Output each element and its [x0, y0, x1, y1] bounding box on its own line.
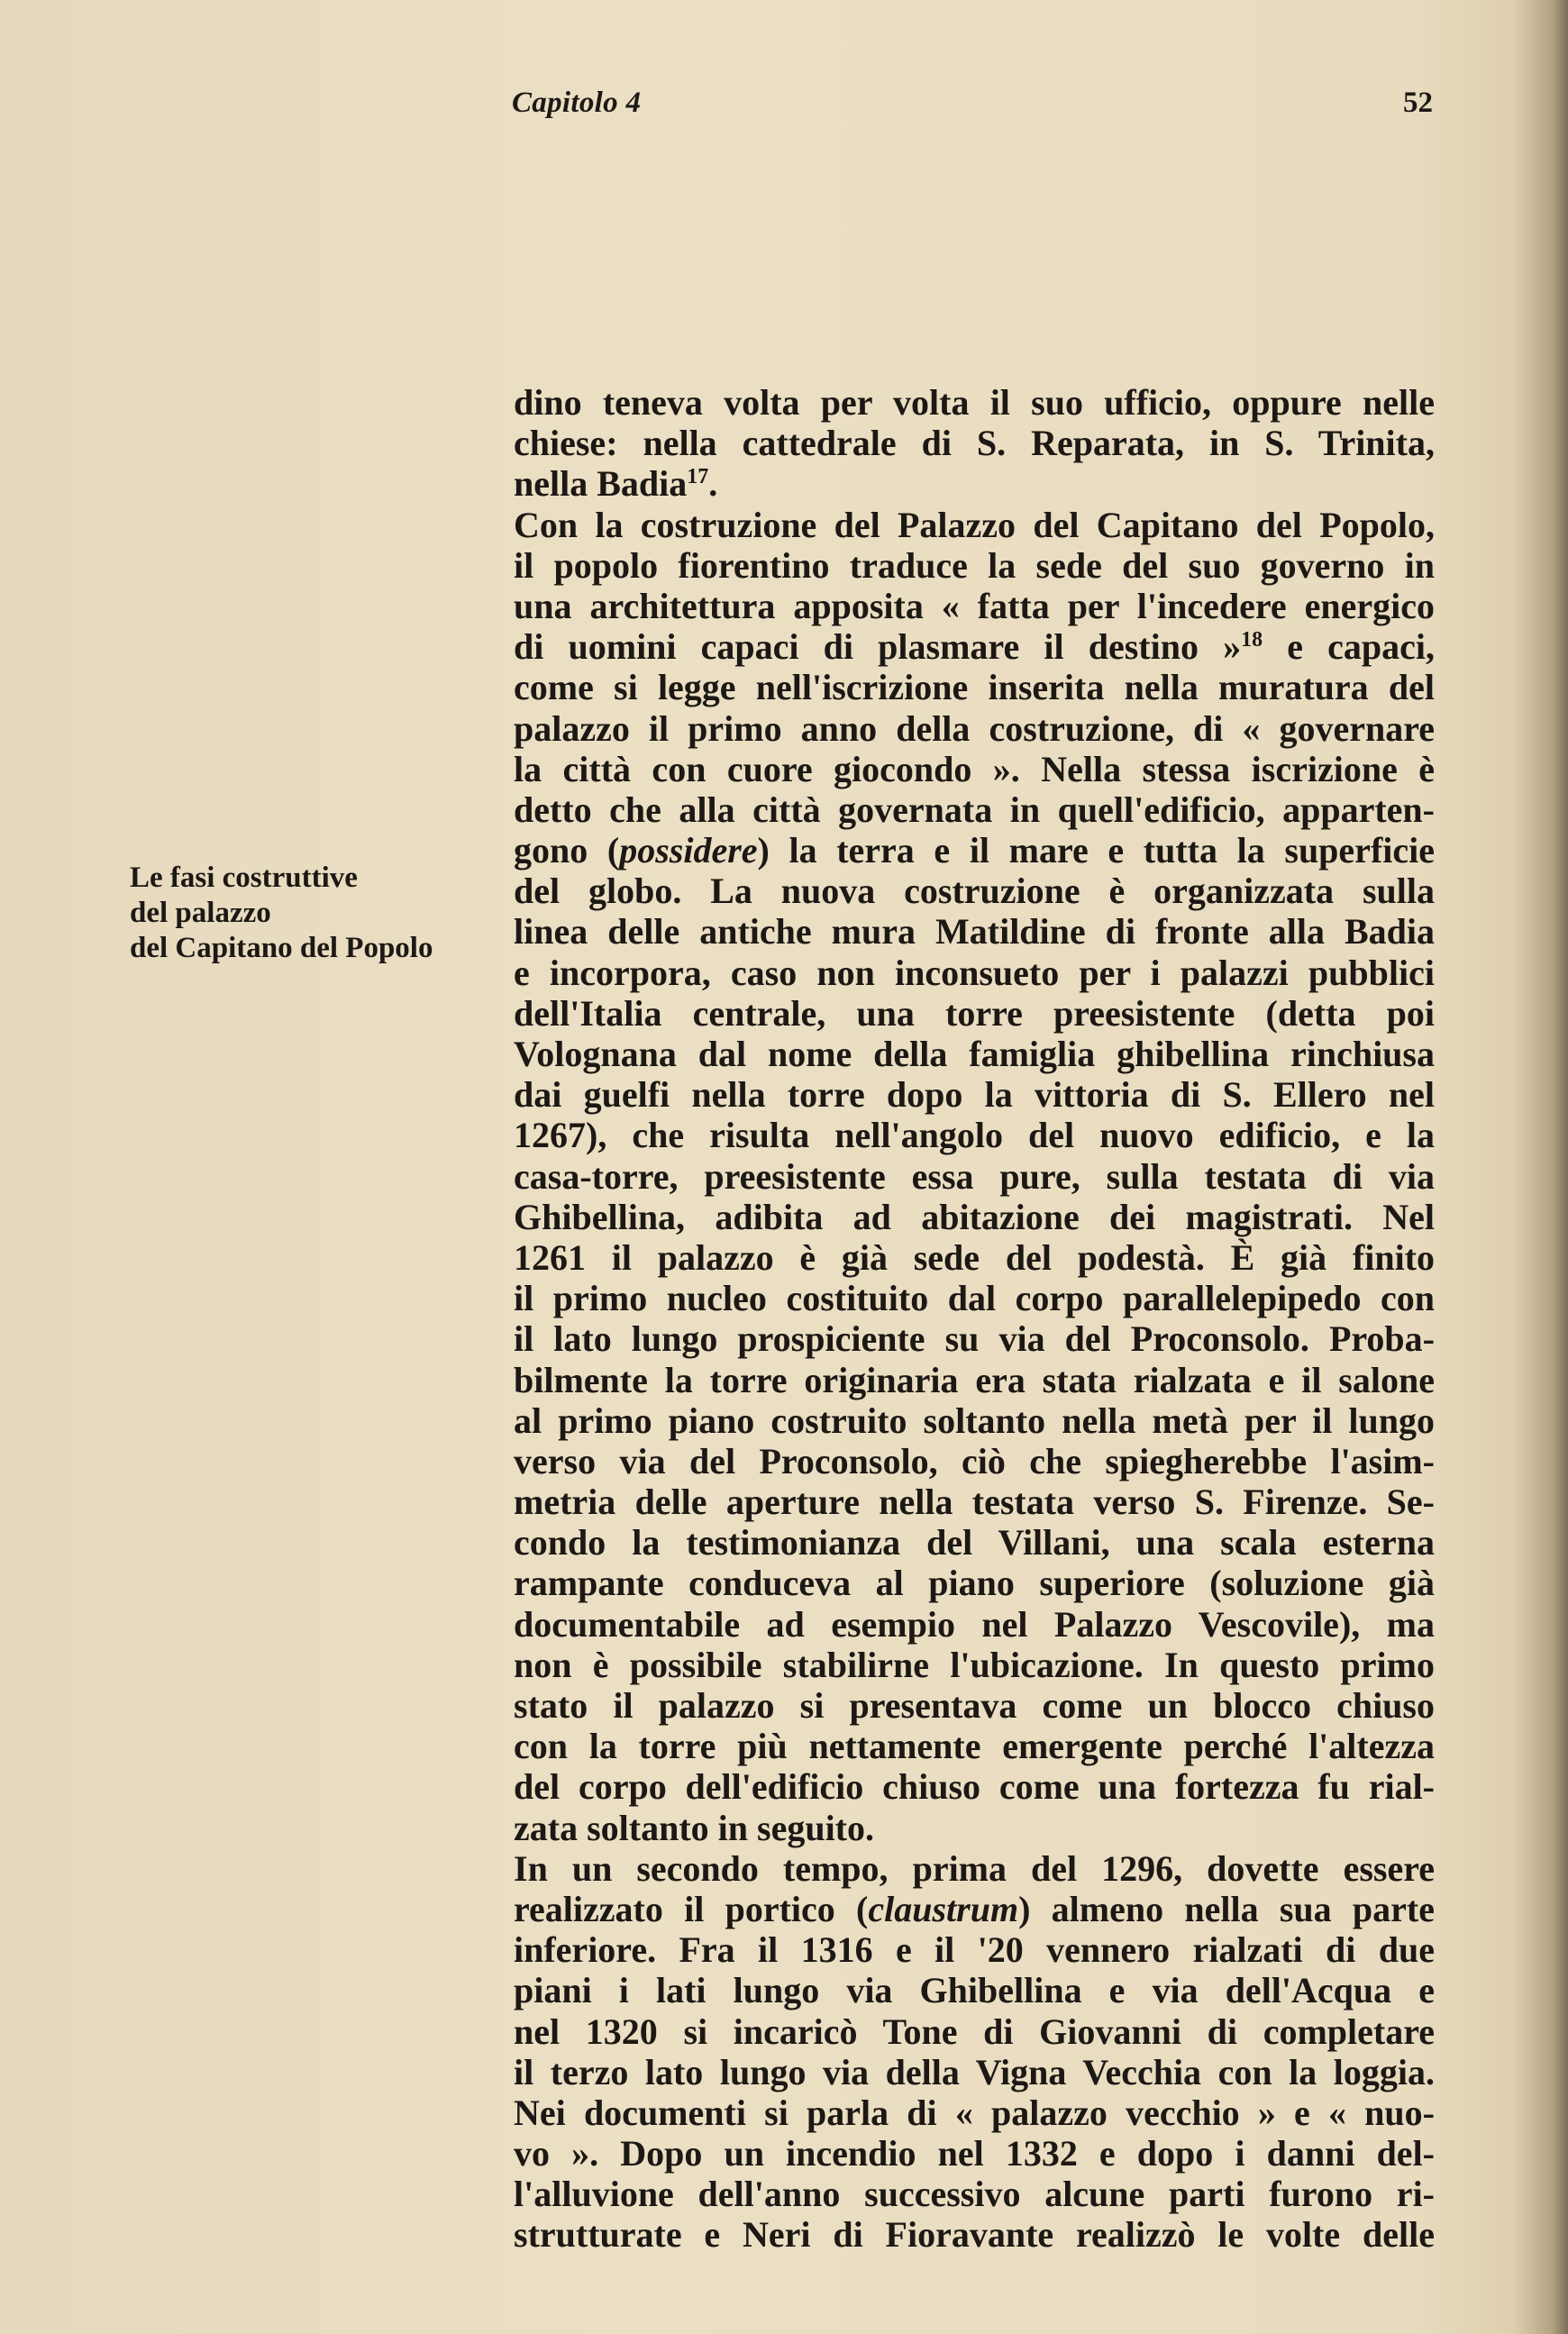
body-line: gono (possidere) la terra e il mare e tutta la superficie — [514, 830, 1435, 871]
body-line: Nei documenti si parla di « palazzo vecchio » e « nuo- — [514, 2092, 1435, 2133]
body-line: dai guelfi nella torre dopo la vittoria di S. Ellero nel — [514, 1074, 1435, 1116]
body-line: rampante conduceva al piano superiore (soluzione già — [514, 1563, 1435, 1604]
body-line: con la torre più nettamente emergente perché l'altezza — [514, 1726, 1435, 1767]
body-line: nel 1320 si incaricò Tone di Giovanni di completare — [514, 2010, 1435, 2052]
body-line: detto che alla città governata in quell'edificio, apparten- — [514, 789, 1435, 830]
footnote-ref: 18 — [1241, 628, 1263, 652]
body-line: l'alluvione dell'anno successivo alcune parti furono ri- — [514, 2174, 1435, 2215]
italic-term: claustrum — [868, 1888, 1019, 1929]
body-line: del corpo dell'edificio chiuso come una fortezza fu rial- — [514, 1766, 1435, 1808]
body-line: In un secondo tempo, prima del 1296, dovette essere — [514, 1847, 1435, 1889]
body-line: metria delle aperture nella testata verso S. Firenze. Se- — [514, 1482, 1435, 1523]
running-header-chapter: Capitolo 4 — [512, 87, 642, 119]
body-line: Volognana dal nome della famiglia ghibellina rinchiusa — [514, 1034, 1435, 1074]
body-text — [514, 382, 1435, 2256]
body-line: zata soltanto in seguito. — [514, 1807, 874, 1848]
body-line: al primo piano costruito soltanto nella metà per il lungo — [514, 1399, 1435, 1441]
body-line: verso via del Proconsolo, ciò che spiegherebbe l'asim- — [514, 1440, 1435, 1482]
body-line: il lato lungo prospiciente su via del Proconsolo. Proba- — [514, 1318, 1435, 1360]
body-line: casa-torre, preesistente essa pure, sulla testata di via — [514, 1155, 1435, 1197]
body-line: dino teneva volta per volta il suo ufficio, oppure nelle — [514, 382, 1435, 423]
body-line: il terzo lato lungo via della Vigna Vecchia con la loggia. — [514, 2051, 1435, 2092]
body-line: il popolo fiorentino traduce la sede del suo governo in — [514, 544, 1435, 586]
body-line: stato il palazzo si presentava come un blocco chiuso — [514, 1685, 1435, 1726]
body-line: 1267), che risulta nell'angolo del nuovo edificio, e la — [514, 1115, 1435, 1156]
page-spine-shadow — [1514, 0, 1568, 2334]
body-line: piani i lati lungo via Ghibellina e via dell'Acqua e — [514, 1970, 1435, 2011]
body-line: una architettura apposita « fatta per l'incedere energico — [514, 585, 1435, 626]
body-line: non è possibile stabilirne l'ubicazione. In questo primo — [514, 1644, 1435, 1685]
body-line: palazzo il primo anno della costruzione, di « governare — [514, 707, 1435, 749]
body-line: Ghibellina, adibita ad abitazione dei magistrati. Nel — [514, 1196, 1435, 1237]
body-line: nella Badia$^{17}$. — [514, 463, 718, 505]
margin-note-line: del Capitano del Popolo — [130, 932, 433, 964]
body-line: il primo nucleo costituito dal corpo parallelepipedo con — [514, 1278, 1435, 1319]
body-line: dell'Italia centrale, una torre preesistente (detta poi — [514, 992, 1435, 1034]
body-line: la città con cuore giocondo ». Nella stessa iscrizione è — [514, 748, 1435, 789]
body-line: e incorpora, caso non inconsueto per i palazzi pubblici — [514, 952, 1435, 993]
page-number: 52 — [1403, 87, 1433, 119]
body-line: 1261 il palazzo è già sede del podestà. È già finito — [514, 1236, 1435, 1278]
italic-term: possidere — [619, 830, 758, 871]
body-line: vo ». Dopo un incendio nel 1332 e dopo i danni del- — [514, 2133, 1435, 2174]
body-line: del globo. La nuova costruzione è organizzata sulla — [514, 871, 1435, 912]
body-line: di uomini capaci di plasmare il destino »$^{18}$ e capaci, — [514, 626, 1435, 668]
body-line: Con la costruzione del Palazzo del Capitano del Popolo, — [514, 504, 1435, 545]
margin-note — [130, 861, 508, 966]
body-line: bilmente la torre originaria era stata rialzata e il salone — [514, 1359, 1435, 1400]
margin-note-line: Le fasi costruttive — [130, 862, 358, 894]
margin-note-line: del palazzo — [130, 897, 271, 929]
body-line: come si legge nell'iscrizione inserita nella muratura del — [514, 667, 1435, 708]
body-line: strutturate e Neri di Fioravante realizzò le volte delle — [514, 2214, 1435, 2256]
body-line: chiese: nella cattedrale di S. Reparata, in S. Trinita, — [514, 423, 1435, 464]
body-line: condo la testimonianza del Villani, una scala esterna — [514, 1522, 1435, 1564]
footnote-ref: 17 — [687, 465, 709, 489]
body-line: inferiore. Fra il 1316 e il '20 vennero rialzati di due — [514, 1929, 1435, 1971]
body-line: documentabile ad esempio nel Palazzo Vescovile), ma — [514, 1603, 1435, 1645]
body-line: realizzato il portico (claustrum) almeno nella sua parte — [514, 1888, 1435, 1929]
body-line: linea delle antiche mura Matildine di fronte alla Badia — [514, 911, 1435, 953]
